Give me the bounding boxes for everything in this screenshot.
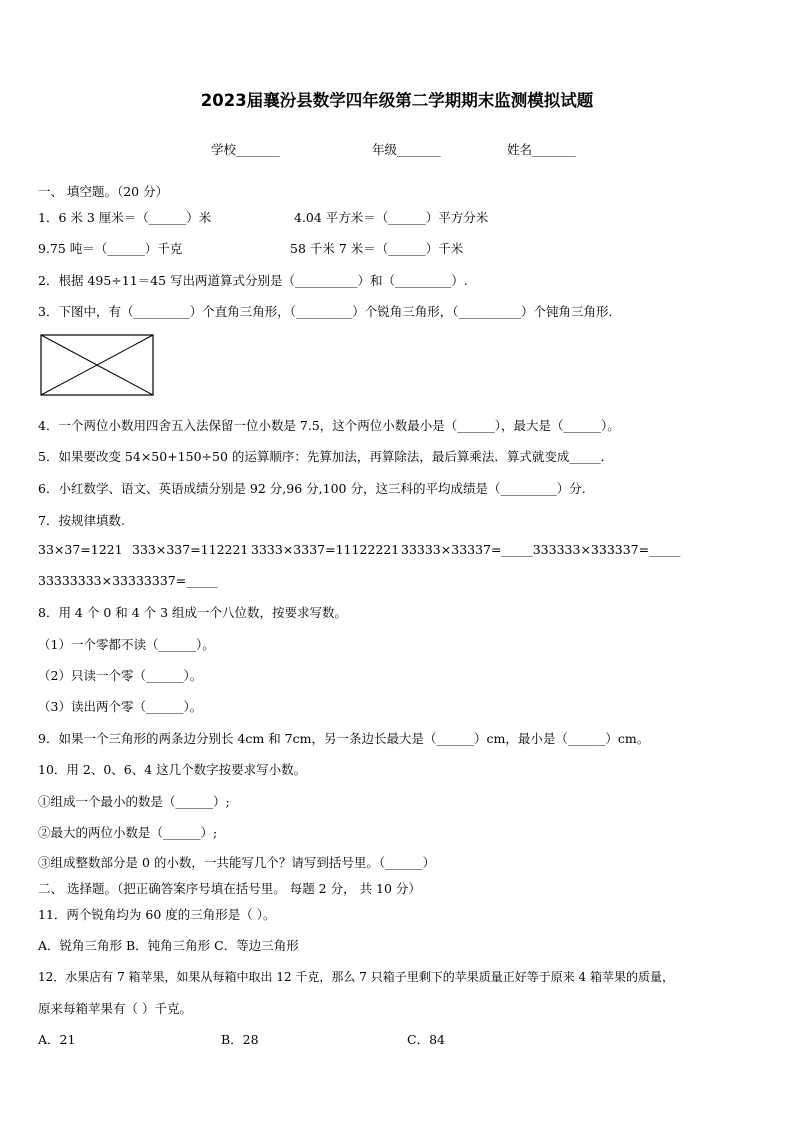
pattern-3: 3333×3337=11122221 xyxy=(251,542,400,557)
question-7: 7．按规律填数. xyxy=(38,513,125,528)
question-12-option-c: C．84 xyxy=(407,1032,445,1047)
question-10-3: ③组成整数部分是 0 的小数，一共能写几个？请写到括号里。（______） xyxy=(38,855,436,870)
question-2: 2．根据 495÷11＝45 写出两道算式分别是（__________）和（_________）. xyxy=(38,273,468,288)
question-12-cont: 原来每箱苹果有（ ）千克。 xyxy=(38,1001,192,1016)
section2-header: 二、 选择题。（把正确答案序号填在括号里。 每题 2 分， 共 10 分） xyxy=(38,881,421,896)
question-11: 11．两个锐角均为 60 度的三角形是（ ）。 xyxy=(38,907,276,922)
question-12-option-a: A．21 xyxy=(38,1032,76,1047)
question-10-1: ①组成一个最小的数是（______）; xyxy=(38,794,230,809)
pattern-1: 33×37=1221 xyxy=(38,542,123,557)
question-1c: 9.75 吨＝（______）千克 xyxy=(38,241,183,256)
pattern-5: 33333333×33333337=_____ xyxy=(38,573,218,588)
question-4: 4．一个两位小数用四舍五入法保留一位小数是 7.5，这个两位小数最小是（______），最大是（______）。 xyxy=(38,418,620,433)
question-6: 6．小红数学、语文、英语成绩分别是 92 分,96 分,100 分，这三科的平均成绩是（_________）分. xyxy=(38,481,586,496)
rectangle-diagonals-figure xyxy=(40,334,154,396)
question-8-1: （1）一个零都不读（______）。 xyxy=(38,637,215,652)
question-12-option-b: B．28 xyxy=(221,1032,259,1047)
page-title: 2023届襄汾县数学四年级第二学期期末监测模拟试题 xyxy=(200,91,594,110)
question-1b: 4.04 平方米＝（______）平方分米 xyxy=(294,210,489,225)
question-10-2: ②最大的两位小数是（______）; xyxy=(38,825,218,840)
question-8: 8．用 4 个 0 和 4 个 3 组成一个八位数，按要求写数。 xyxy=(38,605,348,620)
name-field: 姓名_______ xyxy=(507,142,576,157)
school-field: 学校_______ xyxy=(211,142,280,157)
pattern-2: 333×337=112221 xyxy=(132,542,249,557)
question-10: 10．用 2、0、6、4 这几个数字按要求写小数。 xyxy=(38,762,307,777)
grade-field: 年级_______ xyxy=(372,142,441,157)
question-3: 3．下图中，有（_________）个直角三角形，（_________）个锐角三角形，（__________）个钝角三角形． xyxy=(38,304,621,319)
question-1d: 58 千米 7 米＝（______）千米 xyxy=(290,241,464,256)
question-5: 5．如果要改变 54×50+150÷50 的运算顺序：先算加法，再算除法，最后算乘法．算式就变成_____． xyxy=(38,449,614,464)
question-8-2: （2）只读一个零（______）。 xyxy=(38,668,203,683)
question-12: 12．水果店有 7 箱苹果，如果从每箱中取出 12 千克，那么 7 只箱子里剩下的苹果质量正好等于原来 4 箱苹果的质量， xyxy=(38,970,674,984)
question-1a: 1．6 米 3 厘米＝（______）米 xyxy=(38,210,212,225)
pattern-4: 33333×33337=_____333333×333337=_____ xyxy=(401,542,681,557)
question-9: 9．如果一个三角形的两条边分别长 4cm 和 7cm，另一条边长最大是（______）cm，最小是（______）cm。 xyxy=(38,731,650,746)
question-8-3: （3）读出两个零（______）。 xyxy=(38,699,203,714)
section1-header: 一、 填空题。（20 分） xyxy=(38,184,169,199)
question-11-options: A．锐角三角形 B．钝角三角形 C．等边三角形 xyxy=(38,938,299,953)
